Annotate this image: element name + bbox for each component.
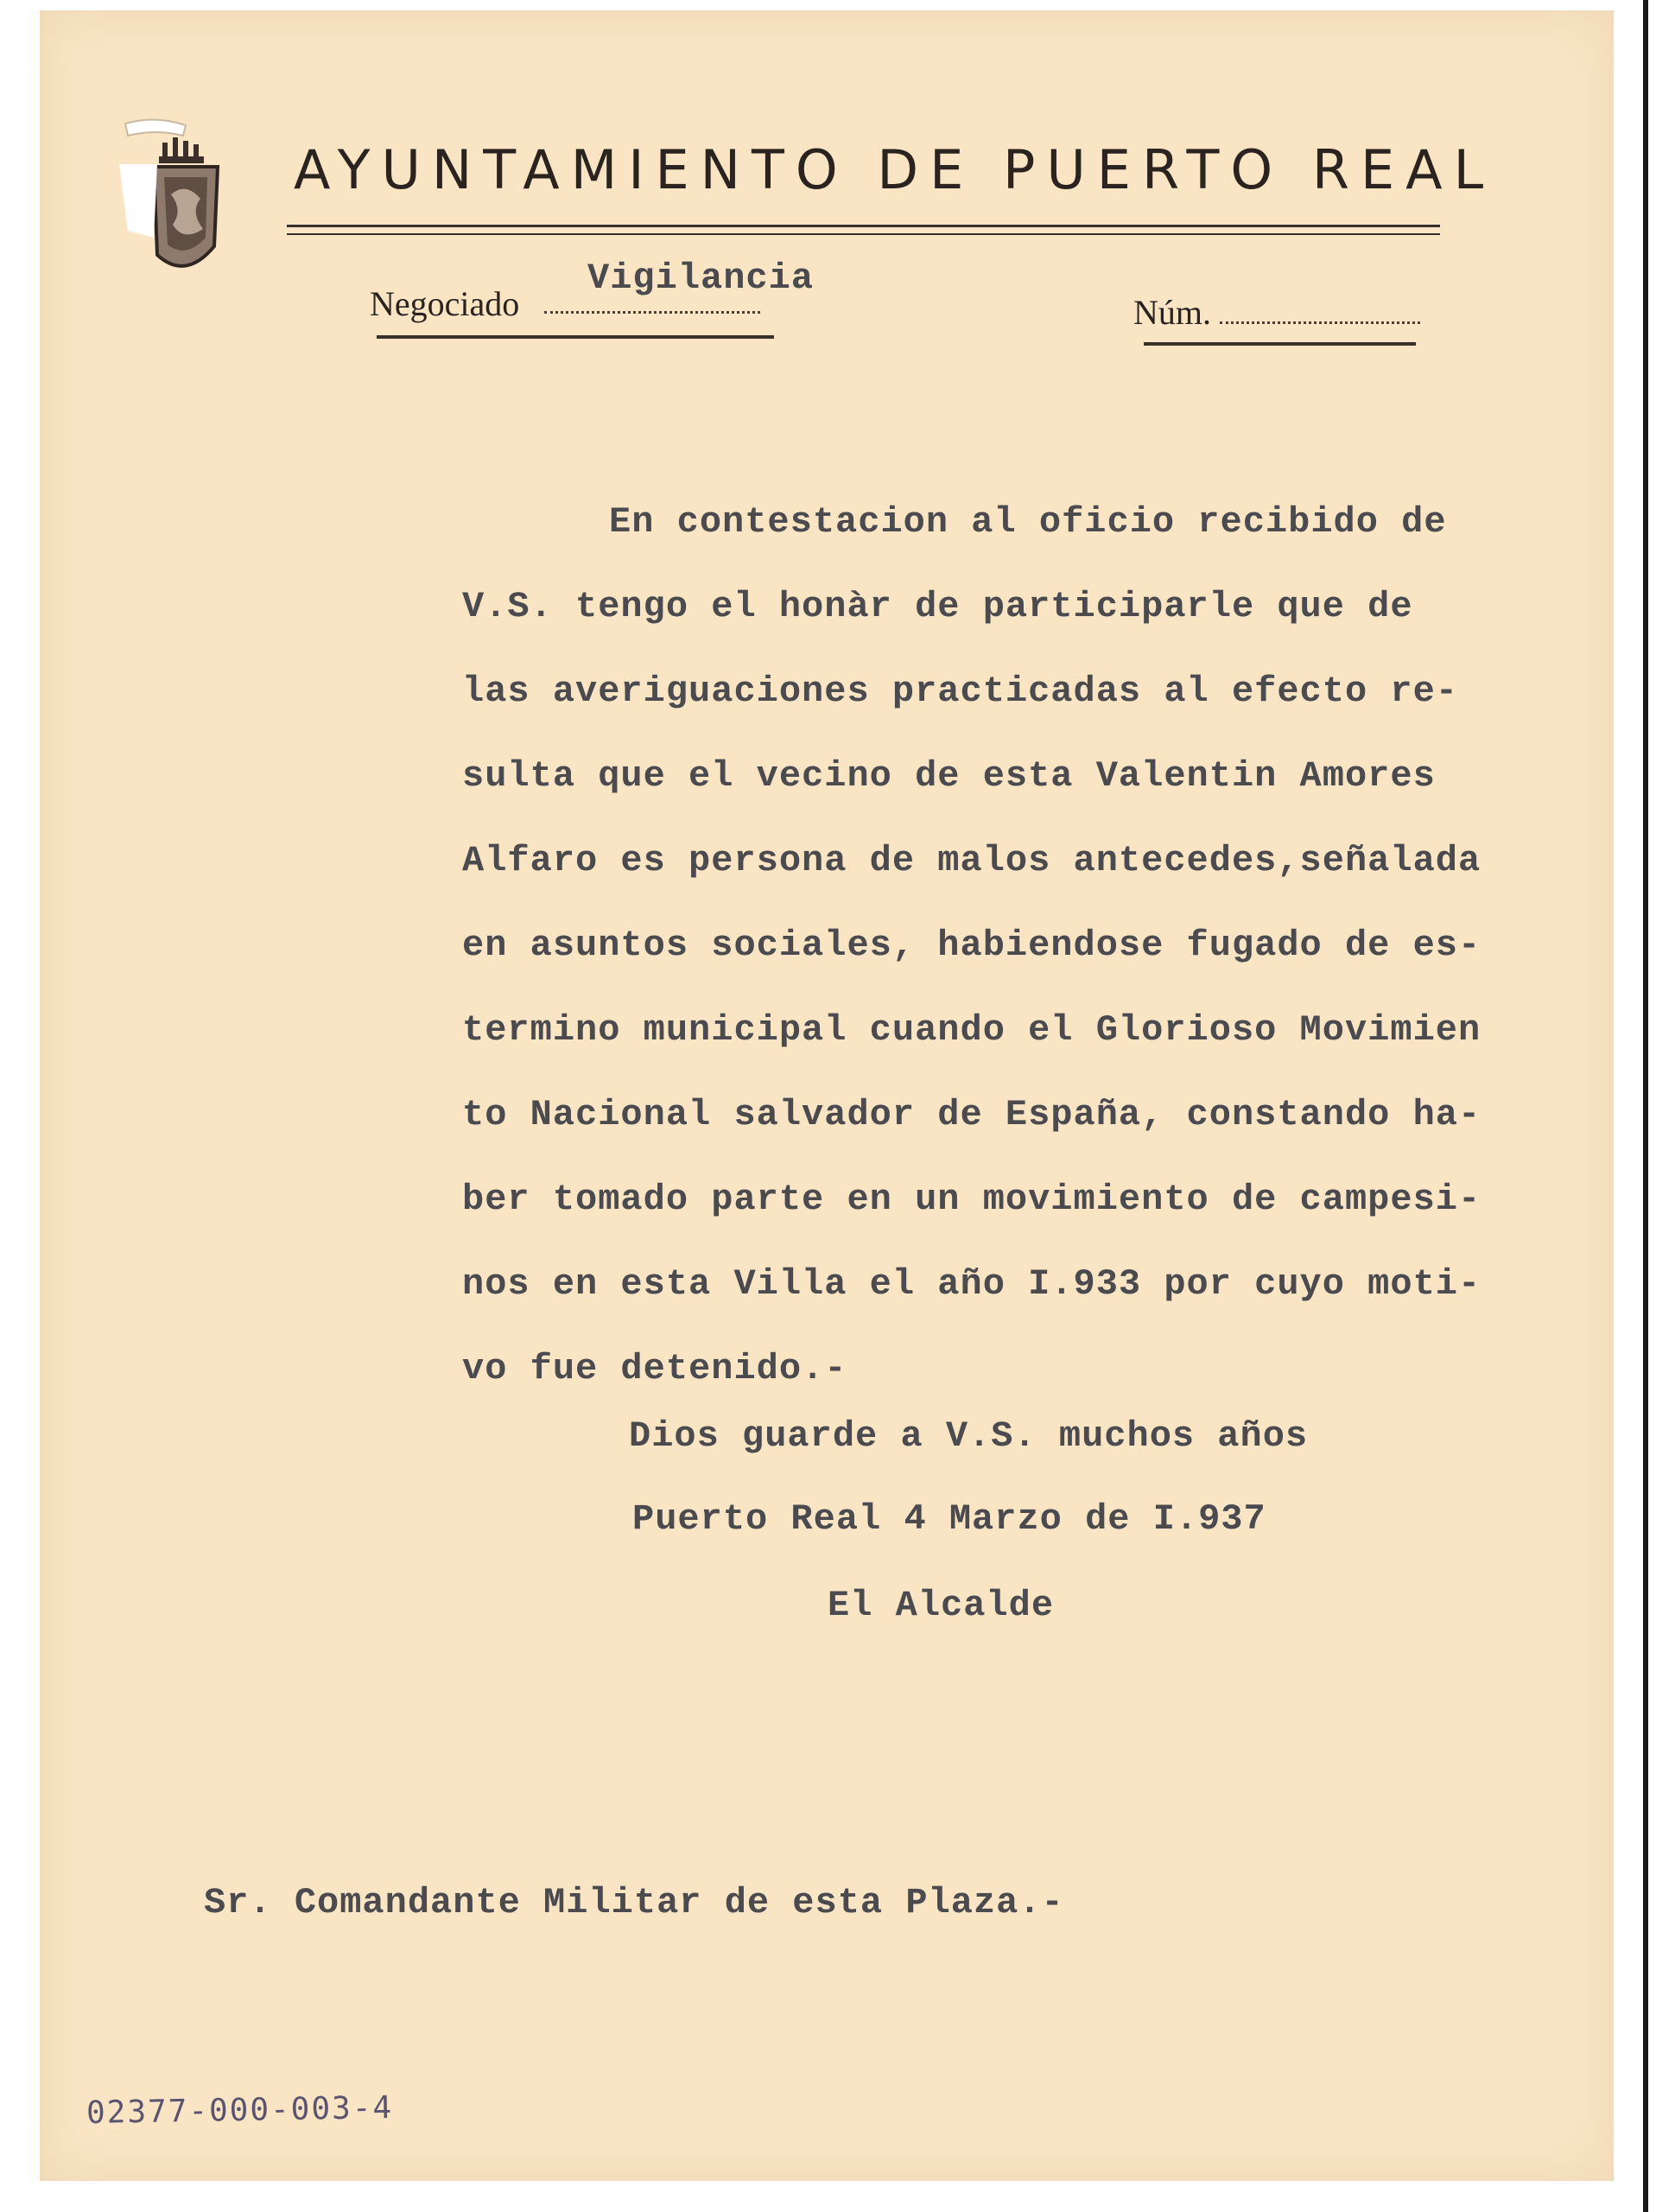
body-line: vo fue detenido.- xyxy=(462,1348,847,1389)
body-line: en asuntos sociales, habiendose fugado de es- xyxy=(462,925,1482,966)
closing-salutation: Dios guarde a V.S. muchos años xyxy=(629,1415,1309,1457)
body-line: V.S. tengo el honàr de participarle que de xyxy=(462,586,1413,627)
body-line: to Nacional salvador de España, constando ha- xyxy=(462,1094,1482,1135)
negociado-dotted-line xyxy=(544,311,760,314)
closing-place-date: Puerto Real 4 Marzo de I.937 xyxy=(632,1498,1266,1540)
negociado-label: Negociado xyxy=(370,284,520,323)
addressee-line: Sr. Comandante Militar de esta Plaza.- xyxy=(204,1882,1064,1923)
body-line: termino municipal cuando el Glorioso Movimien xyxy=(462,1009,1482,1051)
num-label: Núm. xyxy=(1133,293,1211,332)
letterhead-rule-bottom xyxy=(287,233,1440,235)
body-line: nos en esta Villa el año I.933 por cuyo moti- xyxy=(462,1263,1482,1305)
body-line: sulta que el vecino de esta Valentin Amores xyxy=(462,755,1436,797)
num-dotted-line xyxy=(1220,321,1420,324)
letterhead-rule-top xyxy=(287,225,1440,227)
negociado-value: Vigilancia xyxy=(587,257,815,299)
letterhead-title: AYUNTAMIENTO DE PUERTO REAL xyxy=(294,138,1495,201)
body-line: En contestacion al oficio recibido de xyxy=(609,501,1447,543)
letter-body xyxy=(462,480,1602,1411)
scan-edge xyxy=(1643,0,1648,2212)
body-line: Alfaro es persona de malos antecedes,señalada xyxy=(462,840,1482,881)
negociado-underline xyxy=(377,335,774,339)
body-line: las averiguaciones practicadas al efecto re- xyxy=(462,671,1458,712)
coat-of-arms-icon xyxy=(104,117,233,289)
closing-signatory: El Alcalde xyxy=(828,1585,1055,1626)
num-underline xyxy=(1144,342,1416,346)
archive-code: 02377-000-003-4 xyxy=(86,2089,394,2132)
body-line: ber tomado parte en un movimiento de campesi- xyxy=(462,1179,1482,1220)
